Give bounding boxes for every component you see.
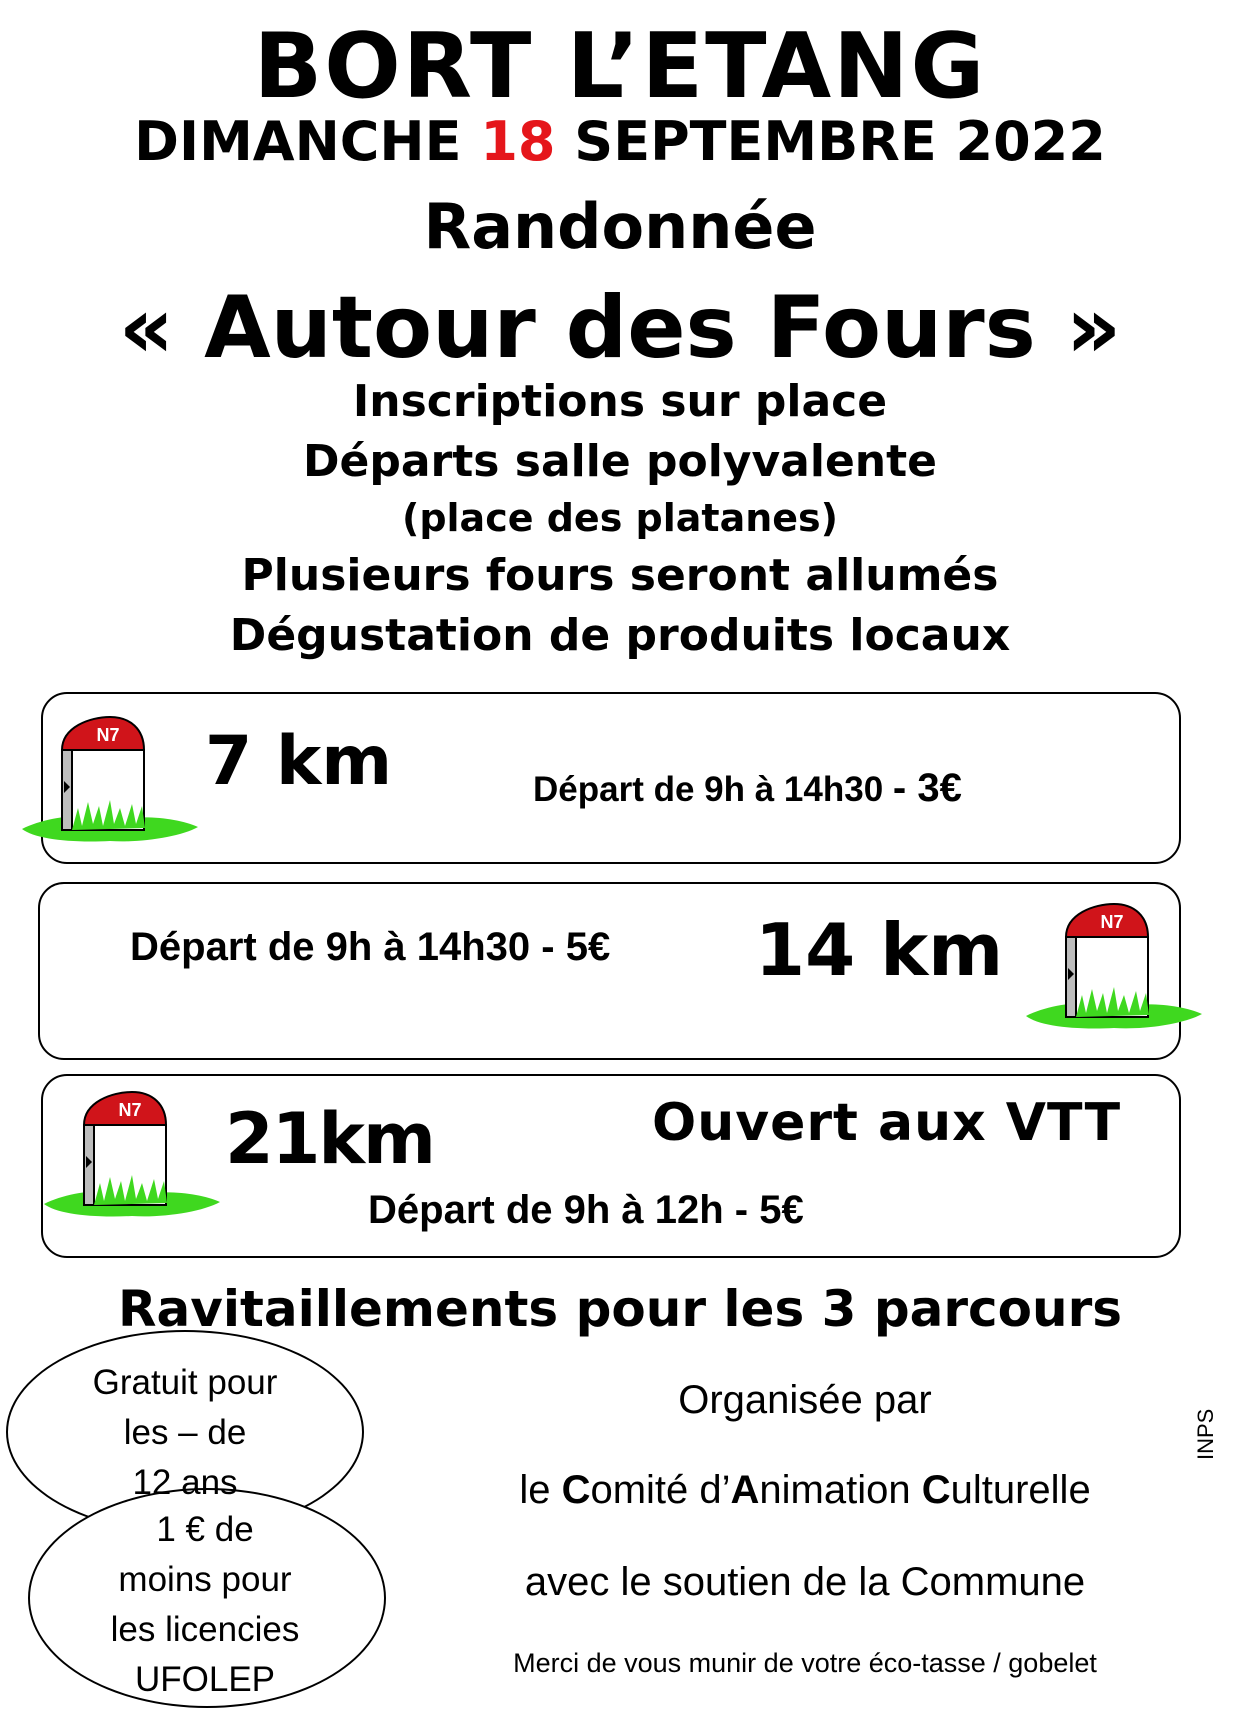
info-line-place: (place des platanes) bbox=[401, 496, 839, 540]
supplies-line: Ravitaillements pour les 3 parcours bbox=[117, 1280, 1123, 1338]
route-21km-distance: 21km bbox=[225, 1098, 434, 1180]
route-14km-distance: 14 km bbox=[755, 908, 1004, 992]
milestone-icon bbox=[20, 715, 200, 845]
info-line-registration: Inscriptions sur place bbox=[352, 376, 888, 427]
info-line-tasting: Dégustation de produits locaux bbox=[229, 610, 1011, 661]
town-title: BORT L’ETANG bbox=[253, 14, 987, 119]
route-7km-distance: 7 km bbox=[205, 722, 393, 801]
svg-text:N7: N7 bbox=[96, 725, 120, 745]
organizer-name: le Comité d’Animation Culturelle bbox=[519, 1468, 1091, 1512]
date-day: 18 bbox=[480, 110, 556, 173]
svg-text:N7: N7 bbox=[1100, 912, 1124, 932]
route-14km-box bbox=[38, 882, 1181, 1060]
route-14km-departure: Départ de 9h à 14h30 - 5€ bbox=[130, 925, 611, 969]
info-line-ovens: Plusieurs fours seront allumés bbox=[241, 550, 999, 601]
svg-text:N7: N7 bbox=[118, 1100, 142, 1120]
free-offer-text: Gratuit pour les – de 12 ans bbox=[92, 1363, 278, 1502]
ecocup-note: Merci de vous munir de votre éco-tasse / gobelet bbox=[513, 1648, 1097, 1678]
event-date: DIMANCHE 18 SEPTEMBRE 2022 bbox=[134, 110, 1106, 173]
side-mark: INPS bbox=[1193, 1408, 1218, 1460]
route-21km-note: Ouvert aux VTT bbox=[652, 1093, 1122, 1153]
event-type: Randonnée bbox=[423, 190, 817, 263]
discount-offer-text: 1 € de moins pour les licencies UFOLEP bbox=[110, 1510, 300, 1699]
route-21km-departure: Départ de 9h à 12h - 5€ bbox=[368, 1188, 804, 1232]
info-line-departure: Départs salle polyvalente bbox=[303, 436, 937, 487]
organizer-support: avec le soutien de la Commune bbox=[524, 1560, 1086, 1604]
milestone-icon bbox=[1024, 902, 1204, 1032]
route-7km-departure: Départ de 9h à 14h30 - 3€ bbox=[533, 766, 962, 810]
milestone-icon bbox=[42, 1090, 222, 1220]
event-name: « Autour des Fours » bbox=[118, 278, 1122, 378]
organizer-intro: Organisée par bbox=[678, 1378, 932, 1422]
